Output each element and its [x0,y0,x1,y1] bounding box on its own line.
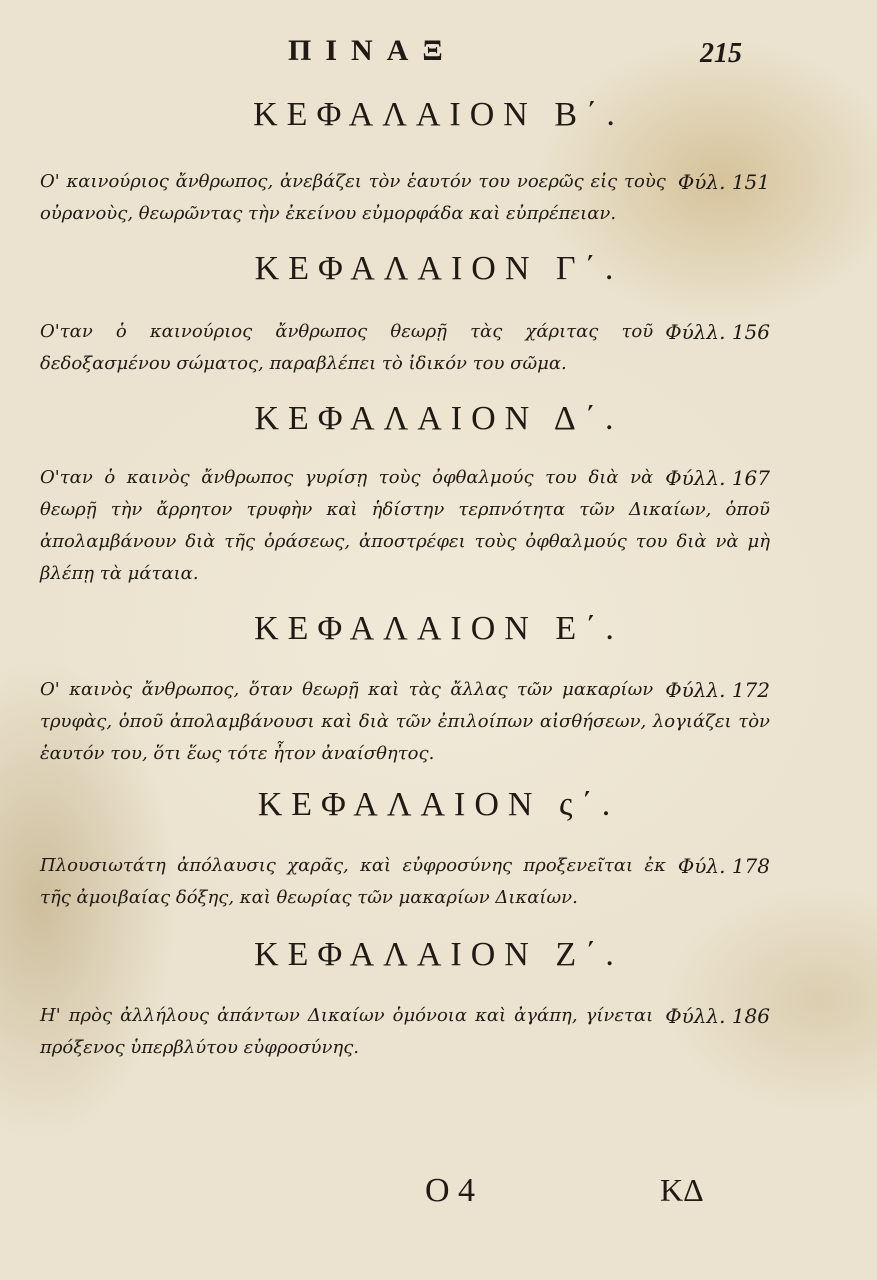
folio-reference: Φύλ. 178 [677,854,770,878]
running-head [0,34,877,84]
folio-reference: Φύλλ. 156 [665,320,770,344]
chapter-entry [40,316,770,380]
folio-reference: Φύλλ. 172 [665,678,770,702]
chapter-summary: Ο' καινὸς ἄνθρωπος, ὅταν θεωρῇ καὶ τὰς ἄλλας τῶν μακαρίων τρυφὰς, ὁποῦ ἀπολαμβάνουσι καὶ διὰ τῶν ἐπιλοίπων αἰσθήσεων, λογιάζει τὸν ἑαυτόν του, ὅτι ἕως τότε ἦτον ἀναίσθητος. [40,679,770,764]
chapter-entry [40,1000,770,1064]
chapter-summary: Ο'ταν ὁ καινὸς ἄνθρωπος γυρίσῃ τοὺς ὀφθαλμούς του διὰ νὰ θεωρῇ τὴν ἄρρητον τρυφὴν καὶ ἡδίστην τερπνότητα τῶν Δικαίων, ὁποῦ ἀπολαμβάνουν διὰ τῆς ὁράσεως, ἀποστρέφει τοὺς ὀφθαλμούς του διὰ νὰ μὴ βλέπῃ τὰ μάταια. [40,467,770,584]
chapter-heading: ΚΕΦΑΛΑΙΟΝ Γ΄. [254,250,623,287]
signature-mark: Ο 4 [425,1172,476,1209]
folio-reference: Φύλλ. 186 [665,1004,770,1028]
chapter-heading: ΚΕΦΑΛΑΙΟΝ Ζ΄. [254,936,623,973]
folio-reference: Φύλλ. 167 [665,466,770,490]
chapter-heading: ΚΕΦΑΛΑΙΟΝ Ε΄. [254,610,623,647]
chapter-summary: Ο' καινούριος ἄνθρωπος, ἀνεβάζει τὸν ἑαυτόν του νοερῶς εἰς τοὺς οὐρανοὺς, θεωρῶντας τὴν ἐκείνου εὐμορφάδα καὶ εὐπρέπειαν. [40,171,666,224]
page-number: 215 [700,38,742,69]
chapter-entry [40,166,770,230]
chapter-entry [40,462,770,590]
running-title: ΠΙΝΑΞ [288,34,457,67]
page-footer [0,1172,877,1222]
chapter-summary: Πλουσιωτάτη ἀπόλαυσις χαρᾶς, καὶ εὐφροσύνης προξενεῖται ἐκ τῆς ἀμοιβαίας δόξης, καὶ θεωρίας τῶν μακαρίων Δικαίων. [40,855,666,908]
catchword: ΚΔ [660,1172,704,1208]
chapter-heading: ΚΕΦΑΛΑΙΟΝ Β΄. [253,96,624,133]
chapter-entry [40,850,770,914]
chapter-entry [40,674,770,770]
chapter-heading: ΚΕΦΑΛΑΙΟΝ Δ΄. [254,400,623,437]
chapter-summary: Η' πρὸς ἀλλήλους ἁπάντων Δικαίων ὁμόνοια καὶ ἀγάπη, γίνεται πρόξενος ὑπερβλύτου εὐφροσύνης. [40,1005,654,1058]
chapter-heading: ΚΕΦΑΛΑΙΟΝ ς΄. [257,786,620,823]
chapter-summary: Ο'ταν ὁ καινούριος ἄνθρωπος θεωρῇ τὰς χάριτας τοῦ δεδοξασμένου σώματος, παραβλέπει τὸ ἰδικόν του σῶμα. [40,321,654,374]
folio-reference: Φύλ. 151 [677,170,770,194]
